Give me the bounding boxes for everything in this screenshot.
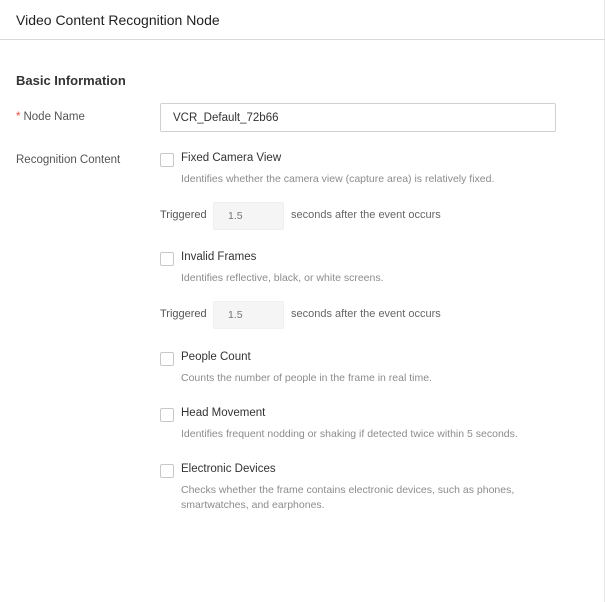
- panel-title: Video Content Recognition Node: [16, 12, 220, 28]
- trigger-seconds-input-fixed-camera-view[interactable]: [213, 202, 284, 230]
- option-description: Counts the number of people in the frame in real time.: [181, 372, 432, 384]
- checkbox-fixed-camera-view[interactable]: [160, 153, 174, 167]
- trigger-row-invalid-frames: [160, 301, 580, 329]
- trigger-seconds-input-invalid-frames[interactable]: [213, 301, 284, 329]
- trigger-row-fixed-camera-view: [160, 202, 580, 230]
- required-asterisk: *: [16, 111, 21, 123]
- panel-header: [0, 0, 605, 40]
- option-label: People Count: [181, 351, 251, 363]
- option-label: Fixed Camera View: [181, 152, 282, 164]
- option-description: Identifies reflective, black, or white screens.: [181, 272, 384, 284]
- section-title-basic-information: Basic Information: [16, 73, 126, 88]
- option-label: Electronic Devices: [181, 463, 276, 475]
- option-description: Identifies frequent nodding or shaking if detected twice within 5 seconds.: [181, 428, 518, 440]
- trigger-prefix-label: Triggered: [160, 308, 207, 320]
- trigger-prefix-label: Triggered: [160, 209, 207, 221]
- checkbox-head-movement[interactable]: [160, 408, 174, 422]
- checkbox-electronic-devices[interactable]: [160, 464, 174, 478]
- option-label: Head Movement: [181, 407, 266, 419]
- node-name-input[interactable]: [160, 103, 556, 132]
- checkbox-invalid-frames[interactable]: [160, 252, 174, 266]
- option-description: Checks whether the frame contains electronic devices, such as phones, smartwatches, and earphones.: [181, 484, 515, 511]
- recognition-content-label: Recognition Content: [16, 154, 121, 166]
- node-name-label: [16, 111, 85, 123]
- option-label: Invalid Frames: [181, 251, 257, 263]
- trigger-suffix-label: seconds after the event occurs: [291, 308, 441, 320]
- node-name-label-text: Node Name: [23, 111, 85, 123]
- checkbox-people-count[interactable]: [160, 352, 174, 366]
- trigger-suffix-label: seconds after the event occurs: [291, 209, 441, 221]
- option-description: Identifies whether the camera view (capture area) is relatively fixed.: [181, 173, 495, 185]
